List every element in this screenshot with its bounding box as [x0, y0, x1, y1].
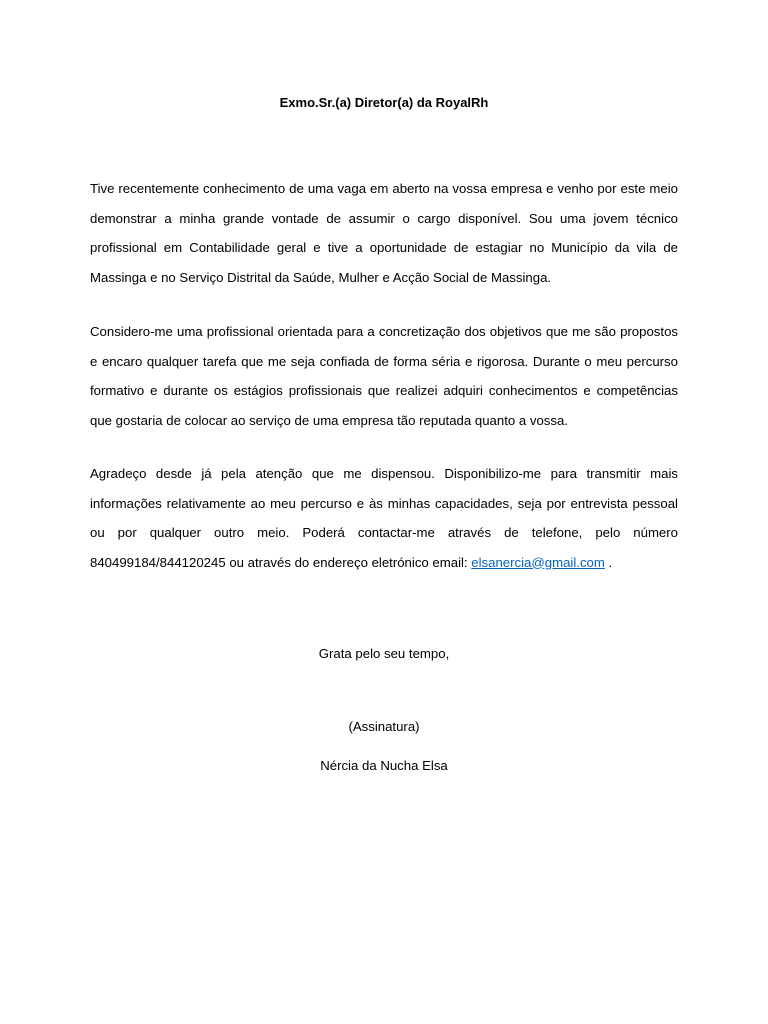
paragraph-contact-text: Agradeço desde já pela atenção que me dispensou. Disponibilizo-me para transmitir mais informações relativamente ao meu percurso e às minhas capacidades, seja por entrevista pessoal ou por qualquer outro meio. Poderá contactar-me através de telefone, pelo número 840499184/844120245 ou através do endereço eletrónico email:: [90, 466, 678, 570]
signature-placeholder: (Assinatura): [348, 719, 420, 734]
sender-name: Nércia da Nucha Elsa: [320, 758, 448, 773]
paragraph-intro: Tive recentemente conhecimento de uma vaga em aberto na vossa empresa e venho por este meio demonstrar a minha grande vontade de assumir o cargo disponível. Sou uma jovem técnico profissional em Contabilidade geral e tive a oportunidade de estagiar no Município da vila de Massinga e no Serviço Distrital da Saúde, Mulher e Acção Social de Massinga.: [90, 181, 678, 285]
paragraph-qualifications: Considero-me uma profissional orientada para a concretização dos objetivos que me são propostos e encaro qualquer tarefa que me seja confiada de forma séria e rigorosa. Durante o meu percurso formativo e durante os estágios profissionais que realizei adquiri conhecimentos e competências que gostaria de colocar ao serviço de uma empresa tão reputada quanto a vossa.: [90, 324, 678, 428]
closing-line: Grata pelo seu tempo,: [318, 646, 450, 661]
paragraph-contact-end: .: [604, 554, 613, 570]
letter-salutation: Exmo.Sr.(a) Diretor(a) da RoyalRh: [279, 95, 489, 110]
paragraph-contact: [90, 459, 678, 577]
email-link[interactable]: elsanercia@gmail.com: [471, 554, 605, 570]
